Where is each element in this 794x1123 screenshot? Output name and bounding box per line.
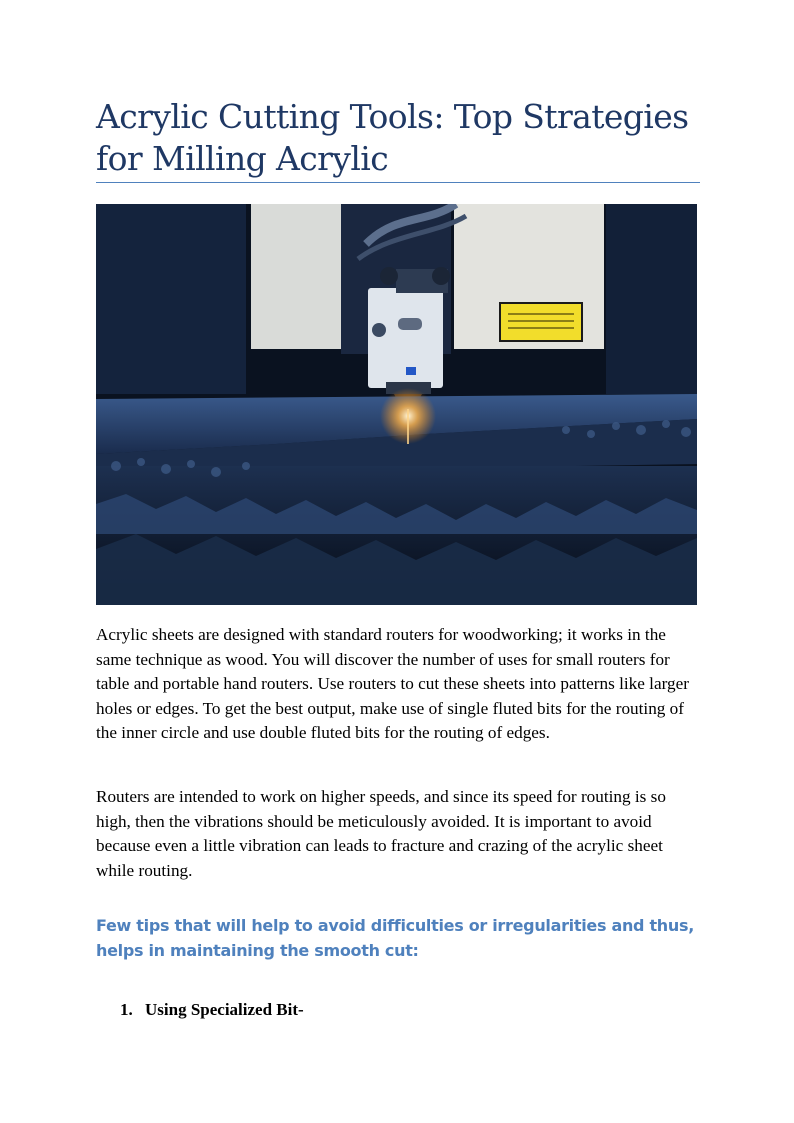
title-underline: [96, 182, 700, 183]
list-item-text: Using Specialized Bit-: [145, 1000, 304, 1019]
body-paragraph: Acrylic sheets are designed with standard routers for woodworking; it works in the same technique as wood. You will discover the number of uses for small routers for table and portable hand routers. Use routers to cut these sheets into patterns like larger holes or edges. To get the best output, make use of single fluted bits for the routing of the inner circle and use double fluted bits for the routing of edges.: [96, 625, 689, 742]
body-paragraph: Routers are intended to work on higher speeds, and since its speed for routing is so high, then the vibrations should be meticulously avoided. It is important to avoid because even a little vibration can leads to fracture and crazing of the acrylic sheet while routing.: [96, 787, 666, 880]
page-title: Acrylic Cutting Tools: Top Strategies for Milling Acrylic: [96, 97, 689, 178]
laser-cutter-photo: [96, 204, 697, 605]
list-item: [120, 998, 304, 1022]
list-item-number: 1.: [120, 1000, 133, 1019]
tips-heading: Few tips that will help to avoid difficulties or irregularities and thus, helps in maintaining the smooth cut:: [96, 916, 694, 960]
